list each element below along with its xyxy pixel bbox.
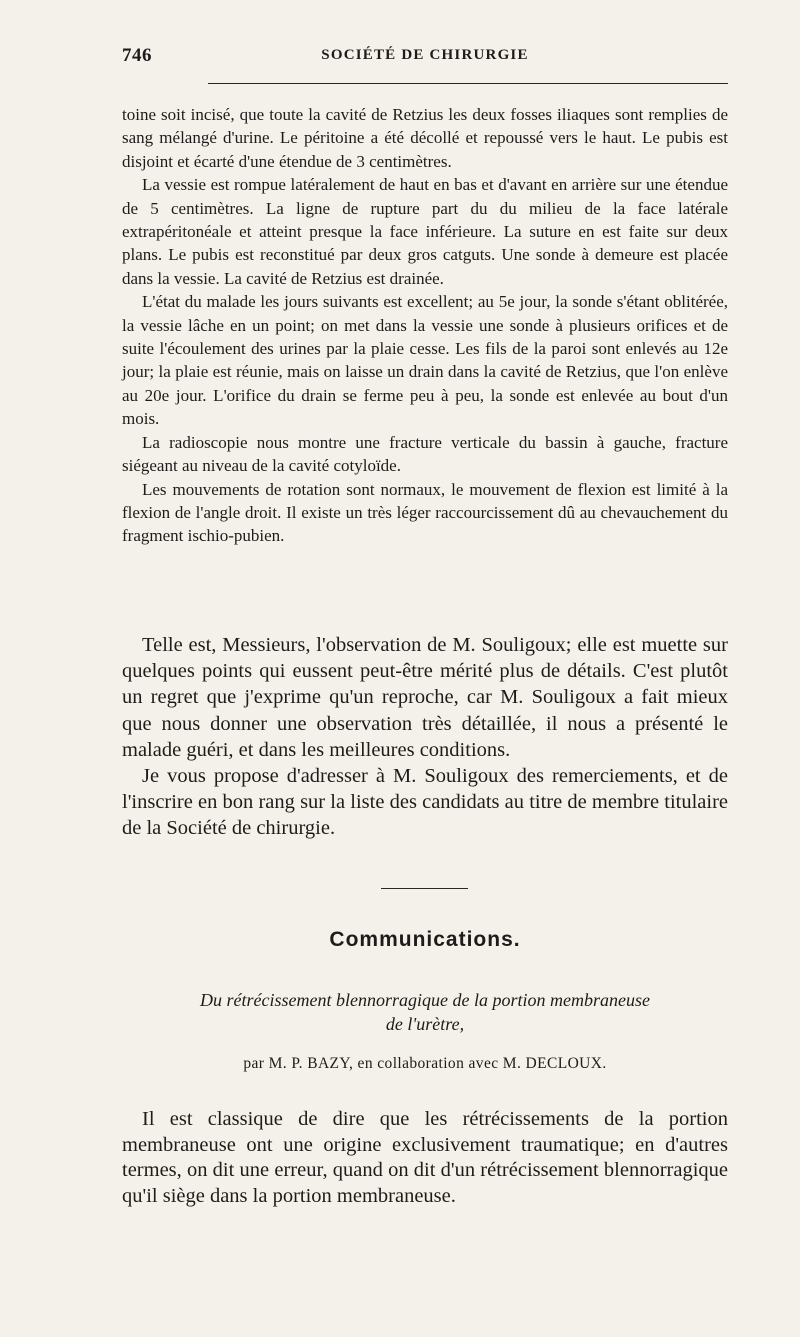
observation-paragraph: La radioscopie nous montre une fracture verticale du bassin à gauche, fracture siégeant au niveau de la cavité cotyloïde. (122, 432, 728, 476)
page-number: 746 (122, 45, 152, 66)
section-divider (381, 888, 468, 889)
page-header (122, 45, 728, 69)
header-rule (208, 83, 728, 84)
article-title (122, 988, 728, 1036)
observation-paragraph: L'état du malade les jours suivants est excellent; au 5e jour, la sonde s'étant oblitérée, la vessie lâche en un point; on met dans la vessie une sonde à plusieurs orifices et de suite l'écoulement des urines par la plaie cesse. Les fils de la paroi sont enlevés au 12e jour; la plaie est réunie, mais on laisse un drain dans la cavité de Retzius, que l'on enlève au 20e jour. L'orifice du drain se ferme peu à peu, la sonde est enlevée au bout d'un mois. (122, 292, 728, 429)
article-title-line: de l'urètre, (385, 1014, 465, 1034)
report-paragraph: Je vous propose d'adresser à M. Souligoux des remerciements, et de l'inscrire en bon rang sur la liste des candidats au titre de membre titulaire de la Société de chirurgie. (122, 765, 728, 840)
article-paragraph: Il est classique de dire que les rétrécissements de la portion membraneuse ont une origine exclusivement traumatique; en d'autres termes, on dit une erreur, quand on dit d'un rétrécissement blennorragique qu'il siège dans la portion membraneuse. (122, 1108, 728, 1207)
observation-paragraph: La vessie est rompue latéralement de haut en bas et d'avant en arrière sur une étendue de 5 centimètres. La ligne de rupture part du du milieu de la face latérale extrapéritonéale et atteint presque la face inférieure. La suture en est faite sur deux plans. Le pubis est reconstitué par deux gros catguts. Une sonde à demeure est placée dans la vessie. La cavité de Retzius est drainée. (122, 175, 728, 288)
article-body (122, 1107, 728, 1209)
report-paragraph: Telle est, Messieurs, l'observation de M. Souligoux; elle est muette sur quelques points qui eussent peut-être mérité plus de détails. C'est plutôt un regret que j'exprime qu'un reproche, car M. Souligoux a fait mieux que nous donner une observation très détaillée, il nous a présenté le malade guéri, et dans les meilleures conditions. (122, 634, 728, 761)
observation-paragraph: Les mouvements de rotation sont normaux, le mouvement de flexion est limité à la flexion de l'angle droit. Il existe un très léger raccourcissement dû au chevauchement du fragment ischio-pubien. (122, 479, 728, 546)
report-text (122, 632, 728, 842)
running-head: SOCIÉTÉ DE CHIRURGIE (321, 47, 529, 63)
observation-paragraph: toine soit incisé, que toute la cavité de Retzius les deux fosses iliaques sont remplies de sang mélangé d'urine. Le péritoine a été décollé et repoussé vers le haut. Le pubis est disjoint et écarté d'une étendue de 3 centimètres. (122, 105, 728, 171)
observation-text (122, 103, 728, 548)
article-title-line: Du rétrécissement blennorragique de la portion membraneuse (200, 990, 650, 1010)
section-heading: Communications. (329, 928, 521, 951)
article-byline: par M. P. BAZY, en collaboration avec M. DECLOUX. (243, 1055, 607, 1072)
